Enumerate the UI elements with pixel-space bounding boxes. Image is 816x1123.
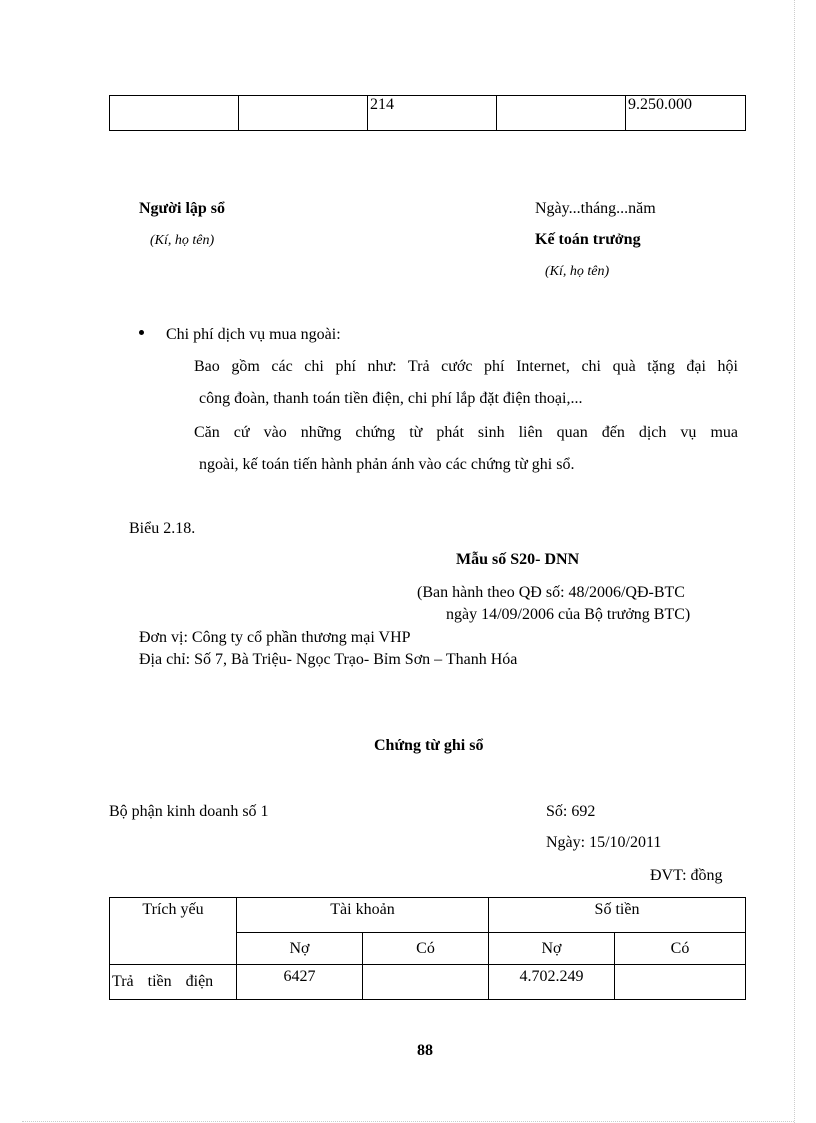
top-ledger-table bbox=[109, 95, 746, 131]
company-address: Địa chỉ: Số 7, Bà Triệu- Ngọc Trạo- Bỉm Sơn – Thanh Hóa bbox=[139, 651, 518, 668]
column-header: Số tiền bbox=[489, 898, 746, 933]
document-date: Ngày: 15/10/2011 bbox=[546, 834, 662, 851]
table-cell bbox=[615, 965, 746, 1000]
table-row bbox=[110, 965, 746, 1000]
preparer-sign-note: (Kí, họ tên) bbox=[150, 233, 215, 248]
table-row bbox=[110, 96, 746, 131]
company-unit: Đơn vị: Công ty cổ phần thương mại VHP bbox=[139, 629, 411, 646]
paragraph-line: Căn cứ vào những chứng từ phát sinh liên quan đến dịch vụ mua bbox=[194, 424, 738, 441]
date-placeholder: Ngày...tháng...năm bbox=[535, 200, 656, 217]
bullet-icon bbox=[139, 330, 144, 335]
column-subheader: Nợ bbox=[237, 933, 363, 965]
column-subheader: Có bbox=[615, 933, 746, 965]
document-title: Chứng từ ghi sổ bbox=[374, 737, 484, 754]
column-subheader: Có bbox=[363, 933, 489, 965]
page-number: 88 bbox=[417, 1042, 433, 1059]
paragraph-line: công đoàn, thanh toán tiền điện, chi phí lắp đặt điện thoại,... bbox=[199, 390, 583, 407]
department: Bộ phận kinh doanh số 1 bbox=[109, 803, 269, 820]
table-header-row bbox=[110, 898, 746, 933]
column-subheader: Nợ bbox=[489, 933, 615, 965]
form-label: Biểu 2.18. bbox=[129, 520, 196, 537]
table-cell: 214 bbox=[368, 96, 497, 131]
voucher-table bbox=[109, 897, 746, 1000]
paragraph-line: ngoài, kế toán tiến hành phản ánh vào các chứng từ ghi sổ. bbox=[199, 456, 575, 473]
regulation-line: ngày 14/09/2006 của Bộ trưởng BTC) bbox=[446, 606, 691, 623]
column-header: Tài khoản bbox=[237, 898, 489, 933]
table-cell bbox=[497, 96, 626, 131]
form-code: Mẫu số S20- DNN bbox=[456, 551, 580, 568]
table-cell bbox=[110, 96, 239, 131]
column-header: Trích yếu bbox=[110, 898, 237, 965]
paragraph-line: Bao gồm các chi phí như: Trả cước phí Internet, chi quà tặng đại hội bbox=[194, 358, 738, 375]
page-right-border bbox=[794, 0, 795, 1123]
table-cell bbox=[239, 96, 368, 131]
table-cell: Trả tiền điện bbox=[110, 965, 237, 1000]
table-cell: 9.250.000 bbox=[626, 96, 746, 131]
table-cell: 6427 bbox=[237, 965, 363, 1000]
table-cell: 4.702.249 bbox=[489, 965, 615, 1000]
chief-accountant-title: Kế toán trưởng bbox=[535, 231, 641, 248]
document-number: Số: 692 bbox=[546, 803, 596, 820]
page-bottom-border bbox=[22, 1121, 794, 1122]
table-cell bbox=[363, 965, 489, 1000]
section-heading: Chi phí dịch vụ mua ngoài: bbox=[166, 326, 341, 343]
regulation-line: (Ban hành theo QĐ số: 48/2006/QĐ-BTC bbox=[417, 584, 685, 601]
preparer-title: Người lập sổ bbox=[139, 200, 226, 217]
unit-of-measure: ĐVT: đồng bbox=[650, 867, 723, 884]
chief-accountant-sign-note: (Kí, họ tên) bbox=[545, 264, 610, 279]
